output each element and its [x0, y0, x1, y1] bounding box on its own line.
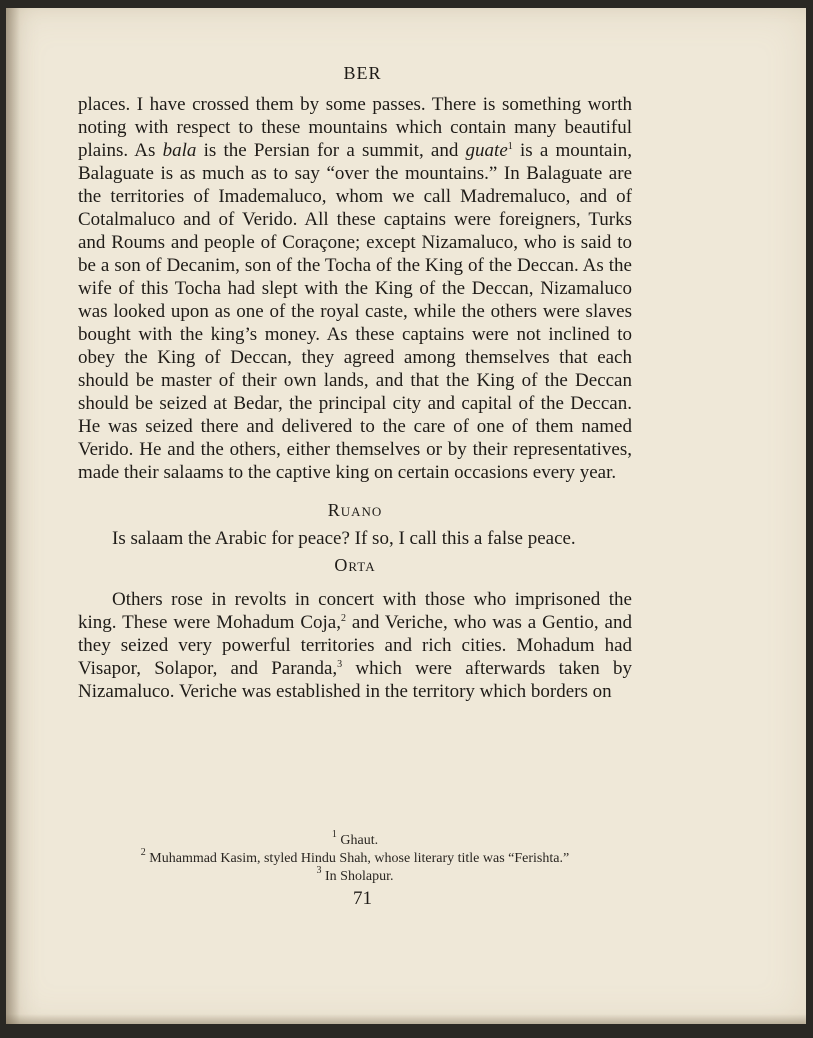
italic-word-bala: bala	[162, 140, 197, 161]
footnote-3-number: 3	[316, 865, 322, 876]
footnote-2-number: 2	[140, 847, 146, 858]
page-number: 71	[353, 888, 372, 909]
paragraph-1-text-a: places. I have crossed them by some passes. There is something worth noting with respect to these mountains which contain many beautiful plains. As	[78, 94, 632, 161]
paragraph-2: Is salaam the Arabic for peace? If so, I call this a false peace.	[112, 528, 576, 549]
speaker-orta: Orta	[334, 555, 376, 575]
book-page	[6, 8, 806, 1024]
paragraph-3-text-c: which were afterwards taken by Nizamaluco. Veriche was established in the territory which borders on	[78, 658, 632, 702]
footnote-1	[78, 829, 632, 850]
body-text	[78, 93, 632, 703]
footnote-ref-3: 3	[337, 659, 343, 670]
footnote-3-text: In Sholapur.	[325, 869, 394, 884]
speaker-ruano: Ruano	[327, 500, 383, 520]
italic-word-guate: guate	[465, 140, 508, 161]
footnotes	[78, 829, 632, 886]
page-bottom-edge	[6, 1014, 806, 1024]
paragraph-1	[78, 93, 632, 484]
paragraph-1-text-c: is a mountain, Balaguate is as much as to say “over the mountains.” In Balaguate are the territories of Imademaluco, whom we call Madremaluco, and of Cotalmaluco and of Verido. All these captains were foreigners, Turks and Roums and people of Coraçone; except Nizamaluco, who is said to be a son of Decanim, son of the Tocha of the King of the Deccan. As the wife of this Tocha had slept with the King of the Deccan, Nizamaluco was looked upon as one of the royal caste, while the others were slaves bought with the king’s money. As these captains were not inclined to obey the King of Deccan, they agreed among themselves that each should be master of their own lands, and that the King of the Deccan should be seized at Bedar, the principal city and capital of the Deccan. He was seized there and delivered to the care of one of them named Verido. He and the others, either themselves or by their representatives, made their salaams to the captive king on certain occasions every year.	[78, 140, 632, 483]
page-gutter-shadow	[6, 8, 20, 1024]
paragraph-3-text-a: Others rose in revolts in concert with those who imprisoned the king. These were Mohadum Coja,	[78, 589, 632, 633]
footnote-1-number: 1	[331, 829, 337, 840]
paragraph-1-text-b: is the Persian for a summit, and	[196, 140, 466, 161]
footnote-ref-2: 2	[340, 613, 346, 624]
footnote-3	[78, 865, 632, 886]
footnote-1-text: Ghaut.	[340, 833, 379, 848]
running-head: BER	[343, 63, 382, 83]
paragraph-3-text-b: and Veriche, who was a Gentio, and they seized very powerful territories and rich cities. Mohadum had Visapor, Solapor, and Paranda,	[78, 612, 632, 679]
footnote-2-text: Muhammad Kasim, styled Hindu Shah, whose literary title was “Ferishta.”	[149, 851, 570, 866]
paragraph-3	[78, 588, 632, 703]
footnote-2	[78, 847, 632, 868]
footnote-ref-1: 1	[507, 141, 513, 152]
